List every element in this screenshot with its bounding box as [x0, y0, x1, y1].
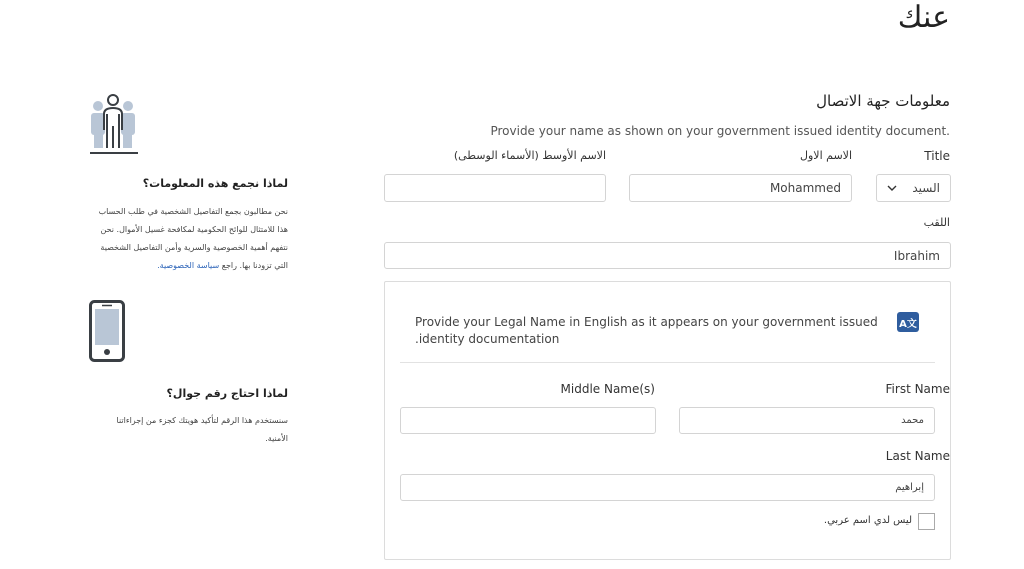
divider	[400, 362, 935, 363]
first-name-ar-label: الاسم الاول	[800, 149, 852, 162]
first-name-ar-input[interactable]	[629, 174, 852, 202]
privacy-policy-link[interactable]: سياسة الخصوصية.	[157, 261, 220, 270]
last-name-en-label: Last Name	[885, 449, 950, 463]
title-label: Title	[924, 149, 950, 163]
last-name-ar-input[interactable]	[384, 242, 951, 269]
section-subtitle: Provide your name as shown on your government issued identity document.	[490, 124, 950, 138]
legal-name-note	[415, 314, 878, 348]
legal-name-note-line1: Provide your Legal Name in English as it appears on your government issued	[415, 315, 878, 329]
section-title: معلومات جهة الاتصال	[816, 92, 950, 110]
middle-name-en-input[interactable]	[400, 407, 656, 434]
legal-name-note-line2: .identity documentation	[415, 332, 560, 346]
title-select[interactable]	[876, 174, 951, 202]
page-title: عنك	[897, 0, 950, 35]
middle-name-ar-input[interactable]	[384, 174, 606, 202]
last-name-ar-value: Ibrahim	[893, 248, 940, 263]
why-phone-text	[117, 412, 288, 448]
last-name-en-input[interactable]	[400, 474, 935, 501]
middle-name-en-label: Middle Name(s)	[560, 382, 655, 396]
why-collect-line3: نتفهم أهمية الخصوصية والسرية وأمن التفاصيل الشخصية	[100, 243, 288, 252]
no-arabic-name-label: ليس لدي اسم عربي.	[823, 515, 912, 526]
middle-name-ar-label: الاسم الأوسط (الأسماء الوسطى)	[453, 149, 606, 162]
first-name-en-label: First Name	[885, 382, 950, 396]
why-collect-text	[99, 203, 288, 275]
why-phone-heading: لماذا احتاج رقم جوال؟	[166, 387, 288, 400]
last-name-ar-label: اللقب	[923, 216, 950, 229]
why-phone-line2: الأمنية.	[265, 434, 288, 443]
why-collect-line1: نحن مطالبون بجمع التفاصيل الشخصية في طلب الحساب	[98, 207, 288, 216]
why-collect-heading: لماذا نجمع هذه المعلومات؟	[142, 177, 288, 190]
mobile-phone-icon	[89, 300, 125, 362]
last-name-en-value: إبراهيم	[895, 482, 924, 493]
first-name-en-input[interactable]	[679, 407, 935, 434]
why-collect-line2: هذا للامتثال للوائح الحكومية لمكافحة غسيل الأموال. نحن	[100, 225, 288, 234]
first-name-ar-value: Mohammed	[769, 181, 841, 195]
translate-icon: A文	[897, 312, 919, 332]
first-name-en-value: محمد	[901, 415, 924, 426]
chevron-down-icon	[887, 185, 897, 191]
no-arabic-name-checkbox[interactable]	[918, 513, 935, 530]
why-phone-line1: سنستخدم هذا الرقم لتأكيد هويتك كجزء من إجراءاتنا	[116, 416, 288, 425]
why-collect-line4: التي تزودنا بها. راجع	[221, 261, 288, 270]
title-select-value: السيد	[912, 181, 940, 195]
people-icon	[88, 92, 140, 156]
